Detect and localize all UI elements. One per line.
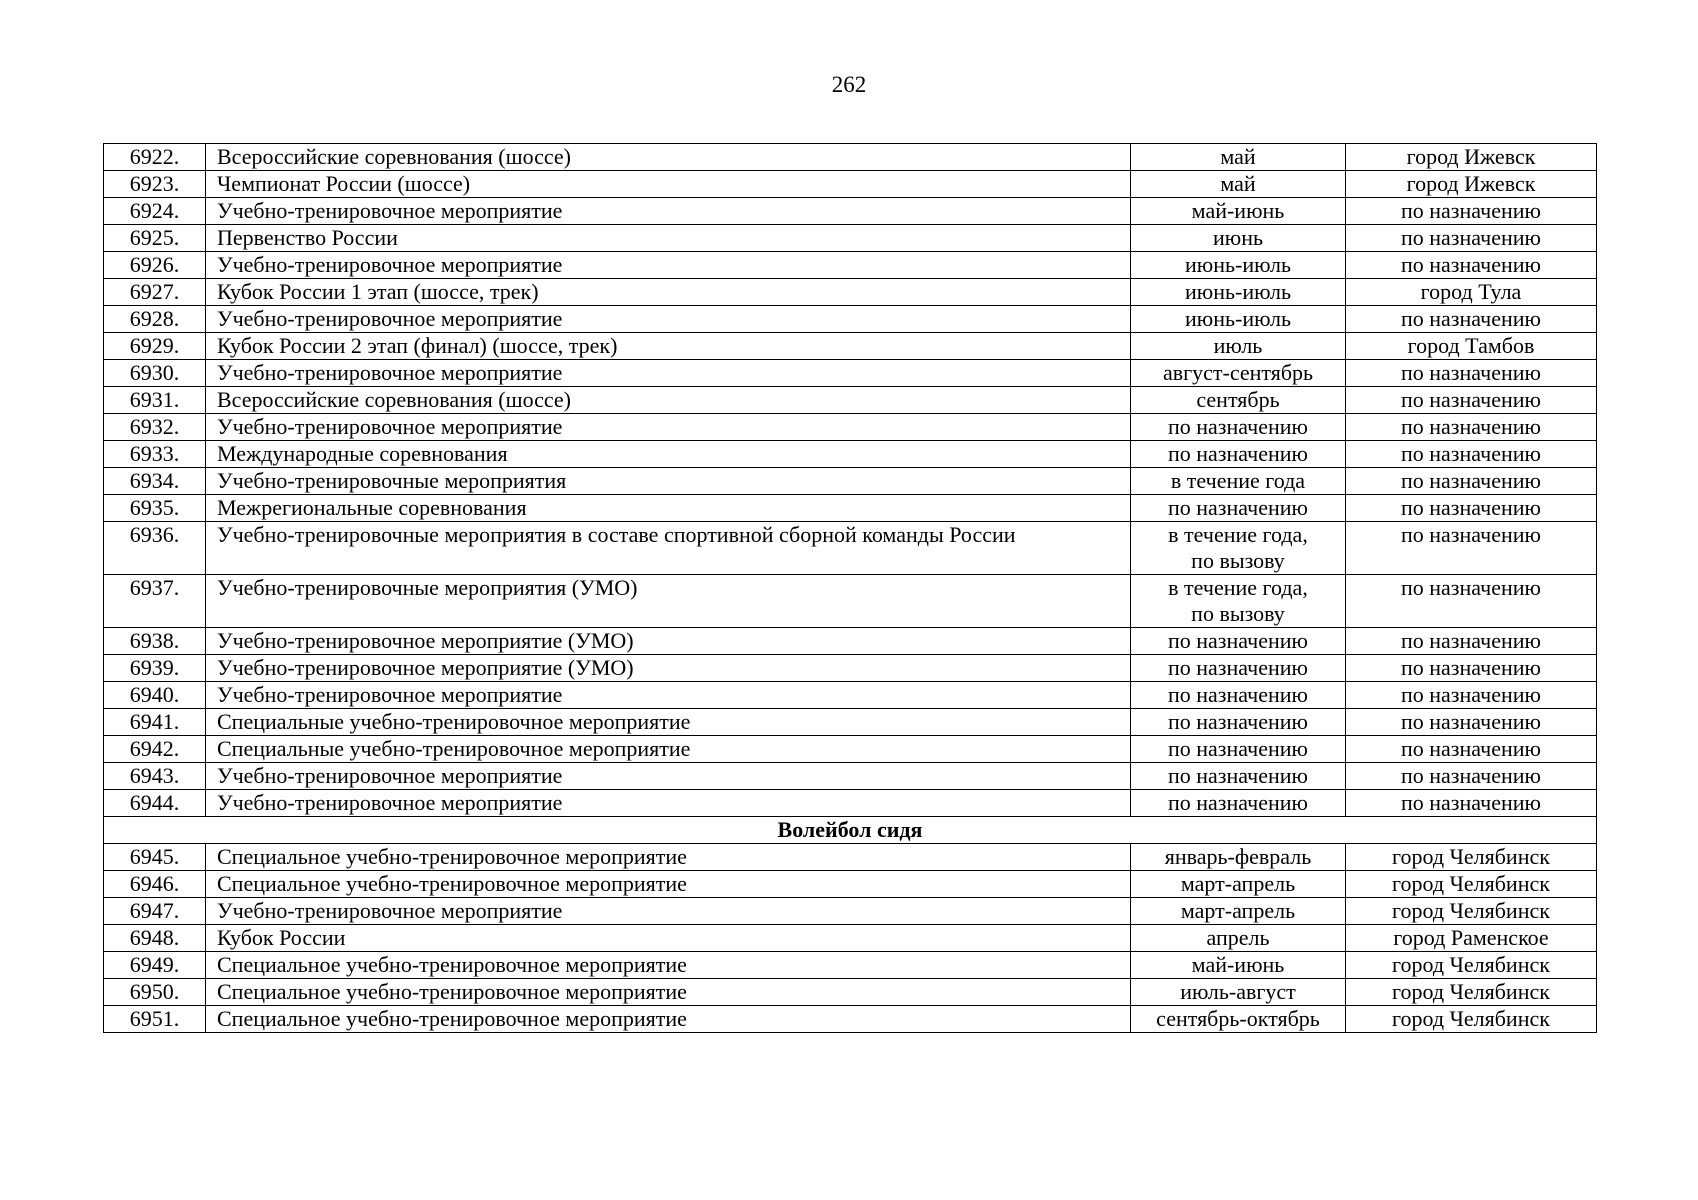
event-name: Чемпионат России (шоссе) <box>206 171 1131 198</box>
table-row <box>104 198 1597 225</box>
event-date: по назначению <box>1131 709 1346 736</box>
event-date: по назначению <box>1131 441 1346 468</box>
table-row <box>104 279 1597 306</box>
table-row <box>104 468 1597 495</box>
table-row <box>104 1006 1597 1033</box>
event-date: в течение года <box>1131 468 1346 495</box>
event-place: город Челябинск <box>1346 844 1597 871</box>
event-date <box>1131 522 1346 575</box>
row-number: 6929. <box>104 333 206 360</box>
table-row <box>104 628 1597 655</box>
row-number: 6937. <box>104 575 206 628</box>
table-row <box>104 709 1597 736</box>
row-number: 6950. <box>104 979 206 1006</box>
row-number: 6949. <box>104 952 206 979</box>
event-place: город Челябинск <box>1346 952 1597 979</box>
event-place: город Ижевск <box>1346 171 1597 198</box>
table-row <box>104 333 1597 360</box>
schedule-body <box>104 144 1597 1033</box>
event-name: Кубок России 1 этап (шоссе, трек) <box>206 279 1131 306</box>
event-date-line: по вызову <box>1191 548 1285 573</box>
row-number: 6923. <box>104 171 206 198</box>
row-number: 6939. <box>104 655 206 682</box>
event-name: Учебно-тренировочное мероприятие <box>206 414 1131 441</box>
event-place: по назначению <box>1346 736 1597 763</box>
row-number: 6942. <box>104 736 206 763</box>
table-row <box>104 225 1597 252</box>
table-row <box>104 844 1597 871</box>
row-number: 6938. <box>104 628 206 655</box>
event-date: июль <box>1131 333 1346 360</box>
event-date: март-апрель <box>1131 898 1346 925</box>
row-number: 6932. <box>104 414 206 441</box>
row-number: 6928. <box>104 306 206 333</box>
event-place: по назначению <box>1346 441 1597 468</box>
event-place: по назначению <box>1346 495 1597 522</box>
row-number: 6934. <box>104 468 206 495</box>
event-date: по назначению <box>1131 655 1346 682</box>
row-number: 6931. <box>104 387 206 414</box>
event-date-line: в течение года, <box>1168 522 1308 547</box>
table-row <box>104 979 1597 1006</box>
event-date: сентябрь-октябрь <box>1131 1006 1346 1033</box>
row-number: 6925. <box>104 225 206 252</box>
event-date: по назначению <box>1131 414 1346 441</box>
table-row <box>104 871 1597 898</box>
event-date: по назначению <box>1131 736 1346 763</box>
event-place: город Ижевск <box>1346 144 1597 171</box>
event-date: июль-август <box>1131 979 1346 1006</box>
event-name: Учебно-тренировочное мероприятие (УМО) <box>206 628 1131 655</box>
row-number: 6941. <box>104 709 206 736</box>
event-place: по назначению <box>1346 198 1597 225</box>
row-number: 6935. <box>104 495 206 522</box>
event-place: по назначению <box>1346 709 1597 736</box>
event-date: март-апрель <box>1131 871 1346 898</box>
page-number: 262 <box>831 72 867 97</box>
event-name: Специальное учебно-тренировочное мероприятие <box>206 1006 1131 1033</box>
event-date: май-июнь <box>1131 198 1346 225</box>
event-date: сентябрь <box>1131 387 1346 414</box>
table-row <box>104 522 1597 575</box>
row-number: 6943. <box>104 763 206 790</box>
event-date: июнь <box>1131 225 1346 252</box>
section-header-row <box>104 817 1597 844</box>
event-date: август-сентябрь <box>1131 360 1346 387</box>
event-date: январь-февраль <box>1131 844 1346 871</box>
row-number: 6930. <box>104 360 206 387</box>
event-name: Специальное учебно-тренировочное мероприятие <box>206 844 1131 871</box>
event-name: Учебно-тренировочные мероприятия в составе спортивной сборной команды России <box>206 522 1131 575</box>
event-place: по назначению <box>1346 682 1597 709</box>
row-number: 6947. <box>104 898 206 925</box>
row-number: 6945. <box>104 844 206 871</box>
event-name: Учебно-тренировочные мероприятия <box>206 468 1131 495</box>
event-place: город Тамбов <box>1346 333 1597 360</box>
event-date: апрель <box>1131 925 1346 952</box>
event-date: по назначению <box>1131 495 1346 522</box>
table-row <box>104 495 1597 522</box>
event-name: Учебно-тренировочное мероприятие <box>206 360 1131 387</box>
event-name: Специальное учебно-тренировочное мероприятие <box>206 979 1131 1006</box>
row-number: 6933. <box>104 441 206 468</box>
table-row <box>104 144 1597 171</box>
event-place: по назначению <box>1346 575 1597 628</box>
event-date <box>1131 575 1346 628</box>
event-place: по назначению <box>1346 655 1597 682</box>
event-place: по назначению <box>1346 387 1597 414</box>
table-row <box>104 360 1597 387</box>
event-name: Учебно-тренировочное мероприятие <box>206 790 1131 817</box>
table-row <box>104 441 1597 468</box>
table-row <box>104 763 1597 790</box>
table-row <box>104 171 1597 198</box>
row-number: 6936. <box>104 522 206 575</box>
table-row <box>104 736 1597 763</box>
event-place: по назначению <box>1346 360 1597 387</box>
event-date: по назначению <box>1131 682 1346 709</box>
event-name: Учебно-тренировочное мероприятие <box>206 252 1131 279</box>
event-name: Кубок России <box>206 925 1131 952</box>
event-place: город Челябинск <box>1346 1006 1597 1033</box>
event-name: Всероссийские соревнования (шоссе) <box>206 144 1131 171</box>
event-place: по назначению <box>1346 790 1597 817</box>
row-number: 6946. <box>104 871 206 898</box>
event-date-line: по вызову <box>1191 601 1285 626</box>
event-name: Первенство России <box>206 225 1131 252</box>
event-place: по назначению <box>1346 225 1597 252</box>
event-date: май <box>1131 144 1346 171</box>
event-place: по назначению <box>1346 522 1597 575</box>
table-row <box>104 682 1597 709</box>
event-name: Учебно-тренировочное мероприятие (УМО) <box>206 655 1131 682</box>
row-number: 6926. <box>104 252 206 279</box>
table-row <box>104 414 1597 441</box>
row-number: 6927. <box>104 279 206 306</box>
table-row <box>104 252 1597 279</box>
event-name: Учебно-тренировочные мероприятия (УМО) <box>206 575 1131 628</box>
event-date: май <box>1131 171 1346 198</box>
table-row <box>104 790 1597 817</box>
event-name: Специальные учебно-тренировочное мероприятие <box>206 709 1131 736</box>
event-name: Учебно-тренировочное мероприятие <box>206 198 1131 225</box>
event-place: город Тула <box>1346 279 1597 306</box>
event-name: Учебно-тренировочное мероприятие <box>206 898 1131 925</box>
event-place: по назначению <box>1346 306 1597 333</box>
row-number: 6922. <box>104 144 206 171</box>
event-name: Кубок России 2 этап (финал) (шоссе, трек) <box>206 333 1131 360</box>
table-row <box>104 306 1597 333</box>
event-schedule-table <box>103 143 1597 1033</box>
row-number: 6948. <box>104 925 206 952</box>
table-row <box>104 575 1597 628</box>
event-place: по назначению <box>1346 468 1597 495</box>
event-name: Учебно-тренировочное мероприятие <box>206 763 1131 790</box>
event-place: город Челябинск <box>1346 898 1597 925</box>
table-row <box>104 952 1597 979</box>
event-date-line: в течение года, <box>1168 575 1308 600</box>
table-row <box>104 898 1597 925</box>
event-name: Специальное учебно-тренировочное мероприятие <box>206 871 1131 898</box>
event-place: по назначению <box>1346 763 1597 790</box>
table-row <box>104 925 1597 952</box>
event-place: по назначению <box>1346 252 1597 279</box>
event-name: Специальные учебно-тренировочное мероприятие <box>206 736 1131 763</box>
section-title: Волейбол сидя <box>104 817 1597 844</box>
event-name: Специальное учебно-тренировочное мероприятие <box>206 952 1131 979</box>
event-date: по назначению <box>1131 790 1346 817</box>
event-date: по назначению <box>1131 763 1346 790</box>
row-number: 6924. <box>104 198 206 225</box>
table-row <box>104 655 1597 682</box>
event-date: июнь-июль <box>1131 252 1346 279</box>
event-place: по назначению <box>1346 628 1597 655</box>
event-place: город Раменское <box>1346 925 1597 952</box>
table-row <box>104 387 1597 414</box>
event-name: Межрегиональные соревнования <box>206 495 1131 522</box>
event-date: по назначению <box>1131 628 1346 655</box>
row-number: 6940. <box>104 682 206 709</box>
event-name: Учебно-тренировочное мероприятие <box>206 682 1131 709</box>
event-date: июнь-июль <box>1131 306 1346 333</box>
row-number: 6951. <box>104 1006 206 1033</box>
event-place: город Челябинск <box>1346 871 1597 898</box>
row-number: 6944. <box>104 790 206 817</box>
event-date: июнь-июль <box>1131 279 1346 306</box>
event-place: город Челябинск <box>1346 979 1597 1006</box>
event-name: Всероссийские соревнования (шоссе) <box>206 387 1131 414</box>
event-date: май-июнь <box>1131 952 1346 979</box>
event-name: Учебно-тренировочное мероприятие <box>206 306 1131 333</box>
event-name: Международные соревнования <box>206 441 1131 468</box>
event-place: по назначению <box>1346 414 1597 441</box>
